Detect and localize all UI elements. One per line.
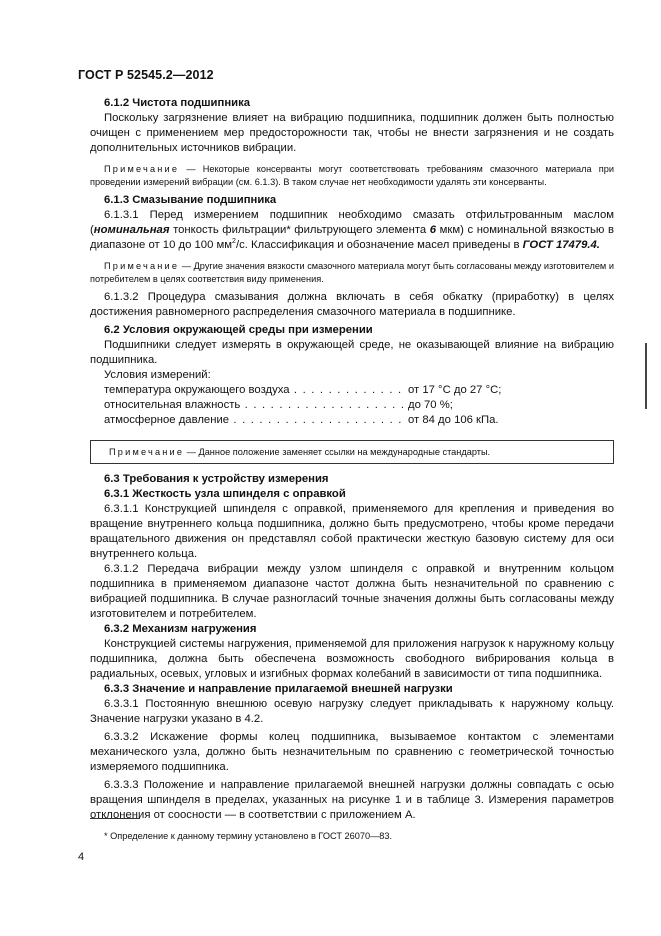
page-number: 4	[78, 851, 85, 863]
paragraph-6-3-3-3: 6.3.3.3 Положение и направление прилагаемой внешней нагрузки должны совпадать с осью вращения шпинделя в пределах, указанных на рисунке 1 и в таблице 3. Измерения параметров отклонения от соосности — в соответствии с приложением А.	[90, 779, 614, 821]
condition-row	[90, 413, 614, 428]
paragraph-6-3-3-1: 6.3.3.1 Постоянную внешнюю осевую нагрузку следует прикладывать к наружному кольцу. Значение нагрузки указано в 4.2.	[90, 698, 614, 725]
condition-value: от 17 °С до 27 °С;	[408, 384, 502, 396]
section-heading-6-3-3: 6.3.3 Значение и направление прилагаемой внешней нагрузки	[104, 683, 453, 695]
footnote-separator	[90, 818, 140, 819]
condition-label: температура окружающего воздуха . . .	[104, 383, 404, 398]
note-text: — Другие значения вязкости смазочного материала могут быть согласованы между изготовителем и потребителем в целях соответствия виду применения.	[90, 261, 614, 284]
condition-label: атмосферное давление . . .	[104, 413, 404, 428]
document-header: ГОСТ Р 52545.2—2012	[78, 68, 214, 82]
condition-value: от 84 до 106 кПа.	[408, 414, 499, 426]
section-heading-6-1-3: 6.1.3 Смазывание подшипника	[104, 194, 277, 206]
paragraph-6-3-3-2: 6.3.3.2 Искажение формы колец подшипника, вызываемое контактом с элементами механического узла, должно быть незначительным по сравнению с геометрической точностью измеряемого подшипника.	[90, 731, 614, 773]
note-text: — Данное положение заменяет ссылки на международные стандарты.	[184, 447, 491, 457]
conditions-title: Условия измерений:	[104, 369, 211, 381]
footnote: * Определение к данному термину установлено в ГОСТ 26070—83.	[104, 831, 393, 841]
paragraph-6-3-2: Конструкцией системы нагружения, применяемой для приложения нагрузок к наружному кольцу подшипника, должна быть обеспечена возможность свободного вибрирования кольца в радиальных, осевых, угловых и изгибных формах колебаний в зависимости от типа подшипника.	[90, 638, 614, 680]
section-heading-6-1-2: 6.1.2 Чистота подшипника	[104, 97, 251, 109]
paragraph: Подшипники следует измерять в окружающей среде, не оказывающей влияние на вибрацию подшипника.	[90, 339, 614, 366]
paragraph-6-3-1-1: 6.3.1.1 Конструкцией шпинделя с оправкой, применяемого для крепления и приведения во вращение внутреннего кольца подшипника, должно быть предусмотрено, чтобы кроме передачи вращательного движения он представлял собой практически жесткую базовую систему для оси внутреннего кольца.	[90, 503, 614, 560]
paragraph-6-1-3-2: 6.1.3.2 Процедура смазывания должна включать в себя обкатку (приработку) в целях достижения равномерного распределения смазочного материала в подшипнике.	[90, 291, 614, 318]
condition-row	[90, 398, 614, 413]
paragraph-6-1-3-1: 6.1.3.1 Перед измерением подшипник необходимо смазать отфильтрованным маслом (номинальная тонкость фильтрации* фильтрующего элемента 6 мкм) с номинальной вязкостью в диапазоне от 10 до 100 $мм^2/с$. Классификация и обозначение масел приведены в ГОСТ 17479.4.	[90, 209, 614, 251]
document-body	[90, 96, 614, 823]
note-label: Примечание	[109, 447, 185, 457]
change-bar	[645, 343, 647, 409]
section-heading-6-3-1: 6.3.1 Жесткость узла шпинделя с оправкой	[104, 488, 346, 500]
note	[90, 163, 614, 189]
condition-value: до 70 %;	[408, 399, 453, 411]
note-label: Примечание	[104, 261, 180, 271]
paragraph-6-3-1-2: 6.3.1.2 Передача вибрации между узлом шпинделя с оправкой и внутренним кольцом подшипника в применяемом диапазоне частот должна быть незначительной по сравнению с вибрацией подшипника. В случае разногласий точные значения должны быть согласованы между изготовителем и потребителем.	[90, 563, 614, 620]
note	[90, 260, 614, 286]
section-heading-6-3: 6.3 Требования к устройству измерения	[104, 473, 329, 485]
paragraph: Поскольку загрязнение влияет на вибрацию подшипника, подшипник должен быть полностью очищен с применением мер предосторожности так, чтобы не внести загрязнения и не создать дополнительных источников вибрации.	[90, 112, 614, 154]
note-label: Примечание	[104, 164, 180, 174]
boxed-note	[90, 440, 614, 464]
section-heading-6-2: 6.2 Условия окружающей среды при измерении	[104, 324, 373, 336]
condition-label: относительная влажность . . .	[104, 398, 404, 413]
section-heading-6-3-2: 6.3.2 Механизм нагружения	[104, 623, 257, 635]
condition-row	[90, 383, 614, 398]
note-text: — Некоторые консерванты могут соответствовать требованиям смазочного материала при проведении измерений вибрации (см. 6.1.3). В таком случае нет необходимости удалять эти консерванты.	[90, 164, 614, 187]
